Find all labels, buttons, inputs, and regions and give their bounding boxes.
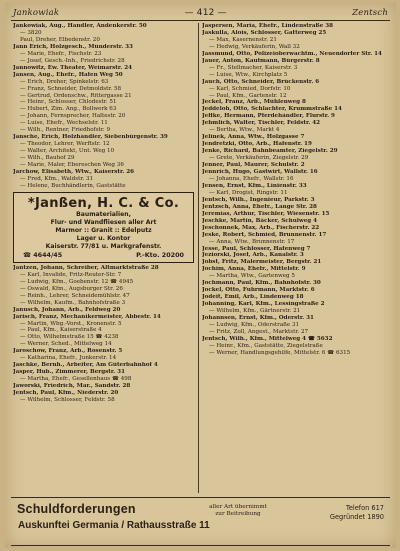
directory-entry: — Martha, Wtw., Gartenweg 5	[209, 273, 295, 280]
directory-entry: — Oswald, Kfm., Augsburger Str. 26	[20, 285, 123, 292]
directory-entry: Jeckel, Franz, Arb., Mühlenweg 8	[202, 99, 306, 106]
footer-phone: Telefon 617	[345, 504, 384, 512]
directory-entry: — Ludwig, Kfm., Oderstraße 31	[209, 321, 300, 328]
directory-entry: Jankowiak, Aug., Handler, Andenkerstr. 50	[13, 23, 147, 29]
left-bottom-entries	[13, 265, 194, 404]
directory-entry: Jenke, Richard, Bahnbeamter, Ziegelstr. 29	[202, 148, 338, 155]
directory-entry: — Hubert, Zim. Ang., Bollwerk 63	[20, 106, 117, 113]
footer-headline: Schuldforderungen	[17, 502, 136, 516]
directory-entry: — Karl, Drogist, Ringstr. 11	[209, 189, 288, 196]
directory-entry: Jochim, Anna, Ehefr., Mittelstr. 9	[202, 266, 306, 273]
directory-entry: Jassmund, Otto, Polizeioberwachtm., Neuendorfer Str. 14	[202, 50, 382, 57]
directory-entry: Jeschonnek, Max, Arb., Fischerstr. 22	[202, 224, 320, 231]
directory-entry: — Karl, Schmied, Dorfstr. 10	[209, 85, 291, 92]
directory-entry: Jenner, Paul, Maurer, Schulstr. 2	[202, 162, 305, 169]
directory-entry: Jeziorski, Josef, Arb., Kanalstr. 3	[202, 252, 304, 259]
directory-entry: Jaschke, Bernh., Arbeiter, Am Güterbahnhof 4	[13, 362, 158, 369]
advertisement-box	[13, 192, 194, 263]
directory-entry: — Wilh., Bauhof 29	[20, 155, 75, 162]
directory-entry: Jennrich, Hugo, Gastwirt, Wallstr. 16	[202, 169, 318, 176]
directory-entry: Jaspersen, Maria, Ehefr., Lindenstraße 38	[202, 23, 333, 29]
directory-entry: Jobst, Fritz, Malermeister, Bergstr. 21	[202, 259, 322, 266]
directory-entry: — Josef, Gesch.-Inh., Friedrichstr. 28	[20, 57, 125, 64]
directory-entry: Jendretzki, Otto, Arb., Hafenstr. 19	[202, 141, 312, 148]
directory-entry: Jeremias, Arthur, Tischler, Wiesenstr. 15	[202, 210, 330, 217]
page-header	[13, 6, 388, 20]
directory-entry: — Karl, Invalide, Fritz-Reuter-Str. 7	[20, 271, 122, 278]
directory-entry: Jansen, Aug., Ehefr., Hafen Weg 50	[13, 71, 123, 78]
directory-entry: Jentzsch, Anna, Ehefr., Lange Str. 28	[202, 203, 317, 210]
directory-entry: — Anna, Wtw., Brunnenstr. 17	[209, 238, 295, 245]
directory-entry: Jansche, Erich, Holzhändler, Siebenbürgenstr. 39	[13, 134, 168, 141]
column-divider	[198, 23, 199, 493]
directory-entry: Jaroschow, Franz, Arb., Rosenstr. 5	[13, 348, 123, 355]
directory-entry: Jeske, Robert, Schmied, Brunnenstr. 17	[202, 231, 327, 238]
ad-line: Baumaterialien,	[76, 210, 131, 218]
directory-entry: — Theodor, Lehrer, Werftstr. 12	[20, 141, 110, 148]
directory-entry: — Johann, Fernsprecher, Haltestr. 20	[20, 113, 126, 120]
ad-line: Flur- und Wandfliesen aller Art	[50, 218, 157, 226]
directory-entry: — Paul, Kfm., Kaiserstraße 4	[20, 327, 102, 334]
ad-line: Lager u. Kontor	[76, 234, 131, 242]
directory-entry: Jauch, Otto, Schneider, Brückenstr. 6	[202, 78, 320, 85]
directory-entry: — Werner, Handlungsgehilfe, Mittelstr. 6 ☎ 6315	[209, 349, 351, 356]
directory-entry: Jaskulla, Alois, Schlosser, Gatterweg 25	[202, 29, 327, 36]
directory-entry: — Luise, Ehefr., Wechselstr. 11	[20, 120, 108, 127]
directory-entry: — Wilhelm, Schlosser, Feldstr. 58	[20, 396, 115, 403]
directory-entry: — Bertha, Wtw., Markt 4	[209, 127, 280, 134]
directory-entry: Jeffke, Hermann, Pferdehändler, Flurstr. 9	[202, 113, 335, 120]
directory-entry: — Wilh., Rentner, Friedhofstr. 9	[20, 127, 111, 134]
directory-entry: Jensen, Ernst, Kfm., Linienstr. 33	[202, 182, 307, 189]
footer-address: Auskunftei Germania / Rathausstraße 11	[18, 520, 210, 531]
directory-entry: — 3820	[20, 29, 42, 36]
directory-entry: Jesse, Paul, Schlosser, Hafenweg 7	[202, 245, 311, 252]
directory-entry: — Fritz, Zoll, Angest., Marktstr. 27	[209, 328, 309, 335]
directory-entry: Jodeit, Emil, Arb., Lindenweg 18	[202, 294, 304, 301]
directory-entry: Jockel, Otto, Fuhrmann, Marktstr. 6	[202, 287, 315, 294]
directory-entry: Jaworski, Friedrich, Mar., Sandstr. 28	[13, 383, 131, 390]
directory-entry: Jeddeloh, Otto, Schlachter, Krummstraße 14	[202, 106, 342, 113]
directory-entry: — Erich, Dreher, Spinkelstr. 63	[20, 78, 109, 85]
header-last-entry: Zentsch	[352, 8, 388, 18]
directory-entry: Jauer, Anton, Kaufmann, Bürgerstr. 8	[202, 57, 320, 64]
directory-entry: — Ludwig, Kfm., Goebenstr. 12 ☎ 4945	[20, 278, 134, 285]
directory-entry: — Paul, Kfm., Gartenstr. 12	[209, 92, 287, 99]
left-column	[13, 23, 194, 493]
header-first-entry: Jankowiak	[13, 8, 60, 18]
ad-phone-number: 4644/45	[33, 250, 63, 259]
directory-entry: Janusch, Johann, Arb., Feldweg 20	[13, 306, 121, 313]
page-number: — 412 —	[184, 8, 227, 18]
footer-advertisement	[11, 497, 390, 546]
directory-entry: Jentsch, Paul, Kfm., Niederstr. 20	[13, 390, 119, 397]
directory-entry: Johannsen, Ernst, Kfm., Oderstr. 31	[202, 315, 314, 322]
directory-page	[5, 3, 396, 548]
directory-entry: — Otto, Wilhelmstraße 15 ☎ 4238	[20, 334, 119, 341]
left-top-entries	[13, 23, 194, 190]
ad-line: Marmor :: Granit :: Edelputz	[55, 226, 152, 234]
ad-contact-row	[17, 251, 190, 260]
right-column	[202, 23, 383, 493]
directory-entry: Jarisch, Franz, Mechanikermeister, Abbestr. 14	[13, 313, 161, 320]
directory-entry: — Heinr., Kfm., Gaststätte, Ziegelstraße	[209, 342, 323, 349]
directory-entry: Paul, Dreher, Elbedenstr. 20	[20, 36, 100, 43]
directory-entry: Johanning, Karl, Kfm., Lessingstraße 2	[202, 301, 325, 308]
directory-entry: Jehmlich, Walter, Tischler, Feldstr. 42	[202, 120, 321, 127]
ad-phone	[23, 251, 62, 260]
directory-entry: Jentsch, Wilh., Kfm., Mittelweg 4 ☎ 5632	[202, 335, 333, 342]
directory-entry: Jelinek, Anna, Wtw., Holzgasse 7	[202, 134, 305, 141]
directory-entry: Jarchow, Elisabeth, Wtw., Kaiserstr. 26	[13, 169, 135, 176]
directory-entry: Jannowitz, Ew. Theater, Weimarstr. 24	[13, 64, 132, 71]
directory-entry: — Hedwig, Verkäuferin, Wall 32	[209, 43, 300, 50]
directory-entry: Jeschke, Martin, Bäcker, Schulweg 4	[202, 217, 318, 224]
directory-entry: Jantzen, Johann, Schreiber, Altmarktstraße 28	[13, 264, 159, 271]
directory-entry: Jochmann, Paul, Kfm., Bahnhofstr. 30	[202, 280, 321, 287]
directory-entry: — Walter, Architekt, Unt. Weg 10	[20, 148, 115, 155]
directory-entry: — Marie, Maler, Ebereschen Weg 36	[20, 162, 124, 169]
directory-entry: — Marie, Ehefr., Fischstr. 23	[20, 50, 102, 57]
directory-entry: — Katharina, Ehefr., Junkerstr. 14	[20, 355, 117, 362]
directory-entry: — Wilhelm, Kaufm., Bahnhofstraße 3	[20, 299, 126, 306]
directory-entry: — Wilhelm, Kfm., Gärtnerstr. 21	[209, 308, 301, 315]
directory-entry: — Reinh., Lehrer, Schneidemühlstr. 47	[20, 292, 130, 299]
directory-entry: — Max, Kasernenstr. 21	[209, 36, 277, 43]
footer-founded: Gegründet 1890	[329, 513, 384, 521]
phone-icon: ☎	[23, 250, 34, 259]
directory-entry: — Grete, Verkäuferin, Ziegelstr. 29	[209, 155, 309, 162]
directory-entry: — Martin, Wbg.-Vorst., Kronenstr. 5	[20, 320, 122, 327]
directory-entry: Jentsch, Wilh., Ingenieur, Parkstr. 3	[202, 196, 315, 203]
ad-line: Kaiserstr. 77/81 u. Markgrafenstr.	[45, 242, 162, 250]
directory-entry: — Martha, Ehefr., Gesellenhaus ☎ 498	[20, 376, 132, 383]
ad-postal-account: P.-Kto. 20200	[136, 250, 184, 259]
ad-company-name: *Janßen, H. C. & Co.	[27, 195, 180, 211]
directory-entry: — Johanna, Ehefr., Wallstr. 16	[209, 175, 294, 182]
directory-entry: — Luise, Wtw., Kirchplatz 5	[209, 71, 288, 78]
directory-entry: — Helene, Buchhändlerin, Gaststätte	[20, 182, 126, 189]
footer-tagline: aller Art übernimmt zur Beitreibung	[209, 504, 267, 517]
directory-entry: Jasper, Hub., Zimmerer, Bergstr. 31	[13, 369, 125, 376]
directory-entry: — Fred, Kfm., Waldstr. 31	[20, 175, 94, 182]
footer-contact	[330, 504, 384, 522]
directory-entry: — Werner, Sched., Mittelweg 14	[20, 341, 112, 348]
right-entries	[202, 23, 383, 357]
directory-entry: — Heinr., Schlosser, Chlodestr. 51	[20, 99, 117, 106]
directory-entry: — Gertrud, Ordenschw., Rittergasse 21	[20, 92, 132, 99]
directory-entry: — Franz, Schneider, Detmoldstr. 58	[20, 85, 122, 92]
header-rule	[11, 20, 390, 21]
directory-entry: — Fr., Stellmacher, Kaiserstr. 3	[209, 64, 298, 71]
directory-entry: Jann Erich, Holzgesch., Münderstr. 33	[13, 43, 133, 50]
